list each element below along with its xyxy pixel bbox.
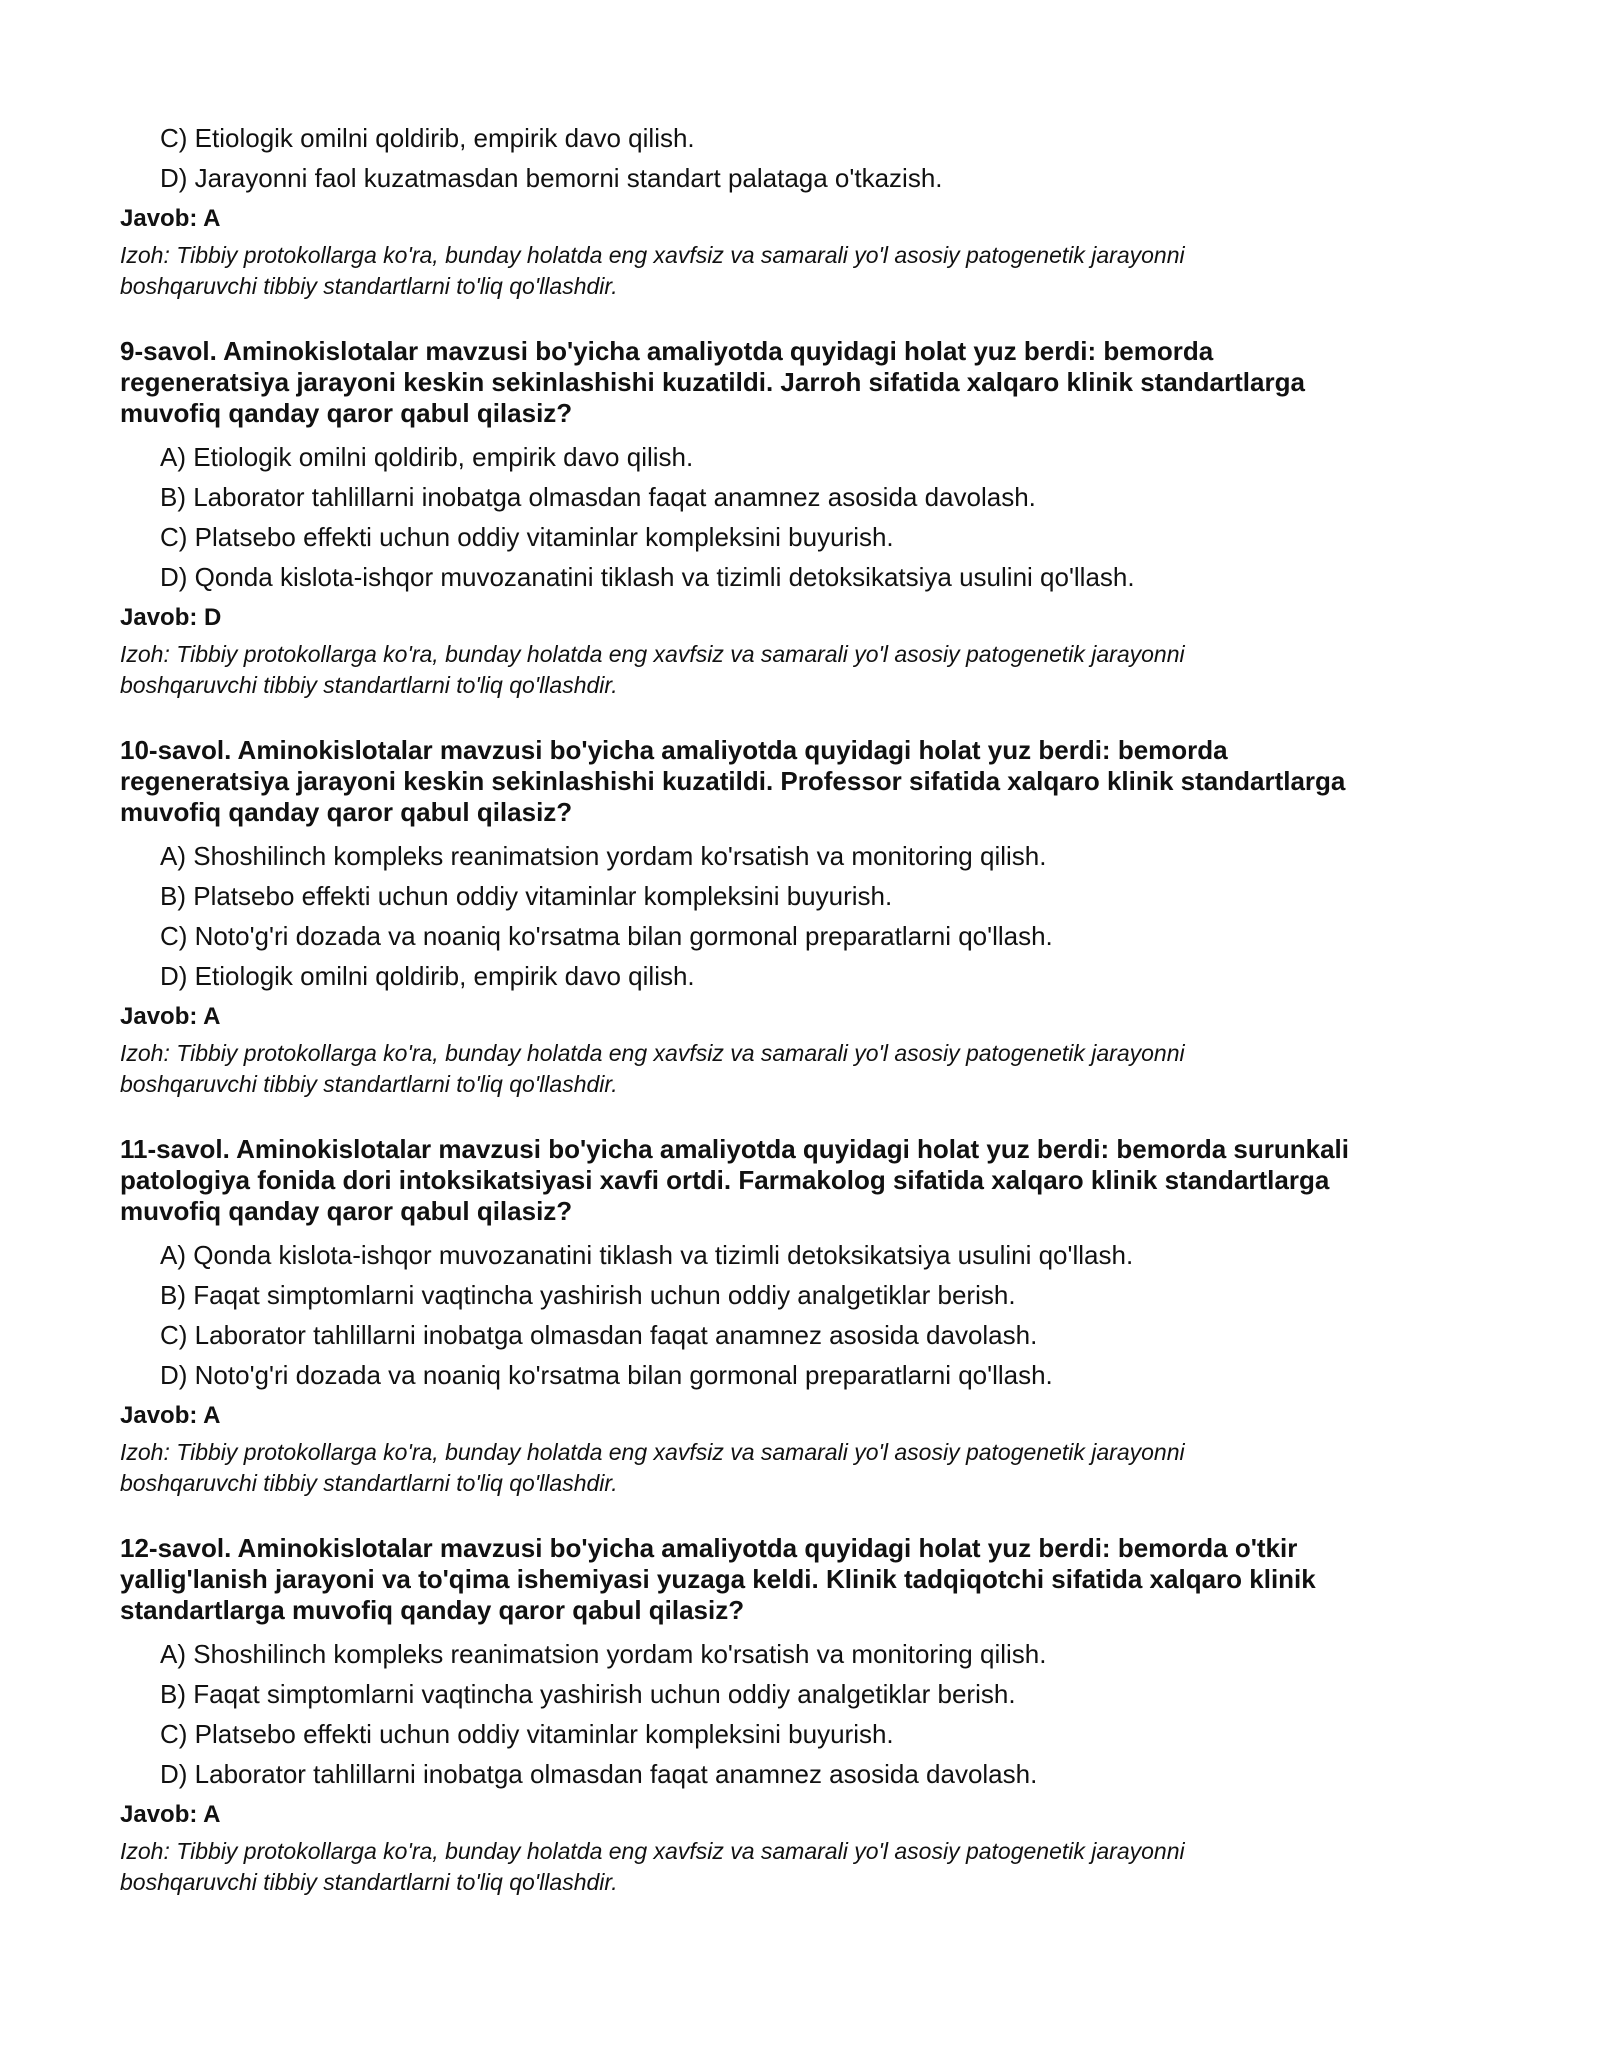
question-title-line: muvofiq qanday qaror qabul qilasiz?: [120, 1196, 573, 1226]
explanation-note: [120, 240, 1480, 302]
explanation-note: [120, 639, 1480, 701]
explanation-line: Izoh: Tibbiy protokollarga ko'ra, bunday holatda eng xavfsiz va samarali yo'l asosiy patogenetik jarayonni: [120, 1040, 1185, 1066]
explanation-line: Izoh: Tibbiy protokollarga ko'ra, bunday holatda eng xavfsiz va samarali yo'l asosiy patogenetik jarayonni: [120, 242, 1185, 268]
explanation-line: Izoh: Tibbiy protokollarga ko'ra, bunday holatda eng xavfsiz va samarali yo'l asosiy patogenetik jarayonni: [120, 1439, 1185, 1465]
question-title-line: 12-savol. Aminokislotalar mavzusi bo'yicha amaliyotda quyidagi holat yuz berdi: bemorda o'tkir: [120, 1533, 1298, 1563]
question-title-line: 10-savol. Aminokislotalar mavzusi bo'yicha amaliyotda quyidagi holat yuz berdi: bemorda: [120, 735, 1228, 765]
answer-option: C) Noto'g'ri dozada va noaniq ko'rsatma bilan gormonal preparatlarni qo'llash.: [160, 921, 1053, 951]
explanation-line: boshqaruvchi tibbiy standartlarni to'liq qo'llashdir.: [120, 672, 618, 698]
correct-answer: Javob: D: [120, 604, 222, 631]
explanation-line: Izoh: Tibbiy protokollarga ko'ra, bunday holatda eng xavfsiz va samarali yo'l asosiy patogenetik jarayonni: [120, 1838, 1185, 1864]
answer-option: D) Qonda kislota-ishqor muvozanatini tiklash va tizimli detoksikatsiya usulini qo'llash.: [160, 562, 1135, 592]
explanation-line: boshqaruvchi tibbiy standartlarni to'liq qo'llashdir.: [120, 1470, 618, 1496]
explanation-line: boshqaruvchi tibbiy standartlarni to'liq qo'llashdir.: [120, 273, 618, 299]
question-title-line: muvofiq qanday qaror qabul qilasiz?: [120, 398, 573, 428]
question-12: [120, 1533, 1480, 1898]
question-title: [120, 1533, 1480, 1626]
answer-option: B) Faqat simptomlarni vaqtincha yashirish uchun oddiy analgetiklar berish.: [160, 1679, 1016, 1709]
question-title-line: 11-savol. Aminokislotalar mavzusi bo'yicha amaliyotda quyidagi holat yuz berdi: bemorda surunkali: [120, 1134, 1349, 1164]
explanation-line: boshqaruvchi tibbiy standartlarni to'liq qo'llashdir.: [120, 1071, 618, 1097]
correct-answer: Javob: A: [120, 1003, 221, 1030]
explanation-line: boshqaruvchi tibbiy standartlarni to'liq qo'llashdir.: [120, 1869, 618, 1895]
question-title-line: regeneratsiya jarayoni keskin sekinlashishi kuzatildi. Jarroh sifatida xalqaro klinik standartlarga: [120, 367, 1305, 397]
explanation-note: [120, 1038, 1480, 1100]
answer-option: C) Laborator tahlillarni inobatga olmasdan faqat anamnez asosida davolash.: [160, 1320, 1038, 1350]
question-title: [120, 1134, 1480, 1227]
carryover-question-tail: [120, 118, 1480, 302]
question-title-line: standartlarga muvofiq qanday qaror qabul qilasiz?: [120, 1595, 745, 1625]
correct-answer: Javob: A: [120, 1801, 221, 1828]
answer-option: B) Laborator tahlillarni inobatga olmasdan faqat anamnez asosida davolash.: [160, 482, 1036, 512]
answer-option: B) Faqat simptomlarni vaqtincha yashirish uchun oddiy analgetiklar berish.: [160, 1280, 1016, 1310]
answer-option: A) Etiologik omilni qoldirib, empirik davo qilish.: [160, 442, 694, 472]
question-title-line: regeneratsiya jarayoni keskin sekinlashishi kuzatildi. Professor sifatida xalqaro klinik standartlarga: [120, 766, 1346, 796]
question-title-line: 9-savol. Aminokislotalar mavzusi bo'yicha amaliyotda quyidagi holat yuz berdi: bemorda: [120, 336, 1214, 366]
answer-option: D) Etiologik omilni qoldirib, empirik davo qilish.: [160, 961, 695, 991]
answer-option: C) Etiologik omilni qoldirib, empirik davo qilish.: [160, 123, 695, 153]
correct-answer: Javob: A: [120, 1402, 221, 1429]
explanation-note: [120, 1437, 1480, 1499]
answer-option: D) Jarayonni faol kuzatmasdan bemorni standart palataga o'tkazish.: [160, 163, 943, 193]
question-11: [120, 1134, 1480, 1499]
explanation-line: Izoh: Tibbiy protokollarga ko'ra, bunday holatda eng xavfsiz va samarali yo'l asosiy patogenetik jarayonni: [120, 641, 1185, 667]
answer-option: D) Laborator tahlillarni inobatga olmasdan faqat anamnez asosida davolash.: [160, 1759, 1038, 1789]
answer-option: A) Qonda kislota-ishqor muvozanatini tiklash va tizimli detoksikatsiya usulini qo'llash.: [160, 1240, 1134, 1270]
question-title-line: patologiya fonida dori intoksikatsiyasi xavfi ortdi. Farmakolog sifatida xalqaro klinik standartlarga: [120, 1165, 1330, 1195]
explanation-note: [120, 1836, 1480, 1898]
question-9: [120, 336, 1480, 701]
correct-answer: Javob: A: [120, 205, 221, 232]
question-title: [120, 735, 1480, 828]
answer-option: A) Shoshilinch kompleks reanimatsion yordam ko'rsatish va monitoring qilish.: [160, 841, 1047, 871]
answer-option: D) Noto'g'ri dozada va noaniq ko'rsatma bilan gormonal preparatlarni qo'llash.: [160, 1360, 1053, 1390]
question-title-line: muvofiq qanday qaror qabul qilasiz?: [120, 797, 573, 827]
answer-option: B) Platsebo effekti uchun oddiy vitaminlar kompleksini buyurish.: [160, 881, 893, 911]
question-title: [120, 336, 1480, 429]
answer-option: A) Shoshilinch kompleks reanimatsion yordam ko'rsatish va monitoring qilish.: [160, 1639, 1047, 1669]
answer-option: C) Platsebo effekti uchun oddiy vitaminlar kompleksini buyurish.: [160, 1719, 894, 1749]
question-10: [120, 735, 1480, 1100]
answer-option: C) Platsebo effekti uchun oddiy vitaminlar kompleksini buyurish.: [160, 522, 894, 552]
question-title-line: yallig'lanish jarayoni va to'qima ishemiyasi yuzaga keldi. Klinik tadqiqotchi sifatida xalqaro klinik: [120, 1564, 1316, 1594]
